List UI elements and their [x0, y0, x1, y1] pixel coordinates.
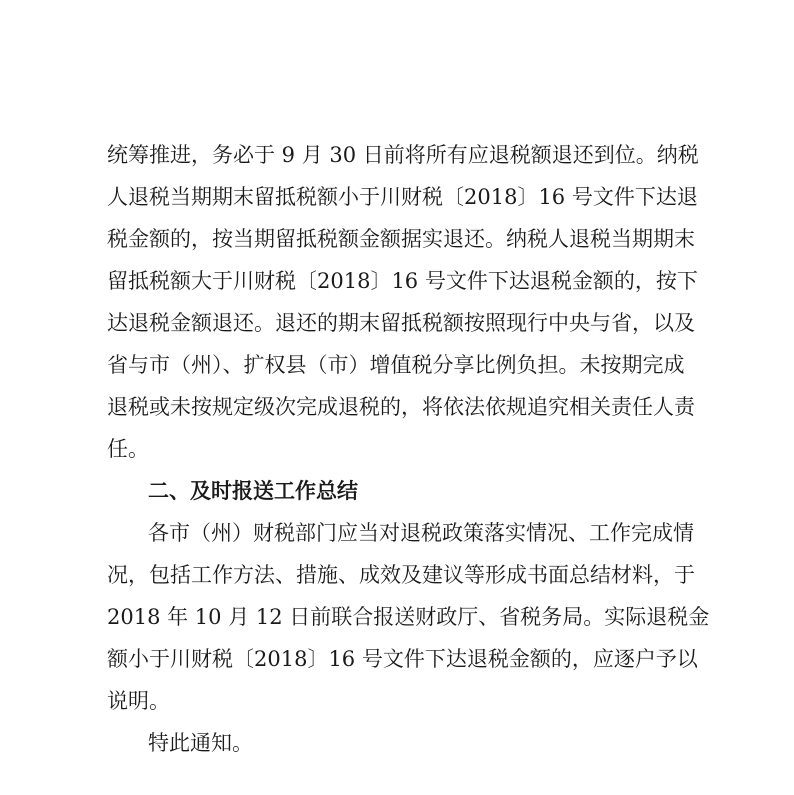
body-text-line: 人退税当期期末留抵税额小于川财税〔2018〕16 号文件下达退 [107, 185, 698, 209]
closing-text: 特此通知。 [148, 731, 253, 755]
body-text-line: 留抵税额大于川财税〔2018〕16 号文件下达退税金额的，按下 [107, 269, 698, 293]
section-heading: 二、及时报送工作总结 [148, 479, 358, 503]
body-text-line: 统筹推进，务必于 9 月 30 日前将所有应退税额退还到位。纳税 [107, 143, 699, 167]
body-text-line: 额小于川财税〔2018〕16 号文件下达退税金额的，应逐户予以 [107, 647, 698, 671]
body-text-line: 况，包括工作方法、措施、成效及建议等形成书面总结材料，于 [107, 563, 695, 587]
body-text-line: 退税或未按规定级次完成退税的，将依法依规追究相关责任人责 [107, 395, 695, 419]
body-text-line: 税金额的，按当期留抵税额金额据实退还。纳税人退税当期期末 [107, 227, 695, 251]
body-text-line: 省与市（州）、扩权县（市）增值税分享比例负担。未按期完成 [107, 353, 685, 377]
body-text-line: 任。 [107, 437, 149, 461]
body-text-line: 各市（州）财税部门应当对退税政策落实情况、工作完成情 [148, 521, 694, 545]
body-text-line: 2018 年 10 月 12 日前联合报送财政厅、省税务局。实际退税金 [107, 605, 710, 629]
body-text-line: 达退税金额退还。退还的期末留抵税额按照现行中央与省，以及 [107, 311, 695, 335]
body-text-line: 说明。 [107, 689, 170, 713]
